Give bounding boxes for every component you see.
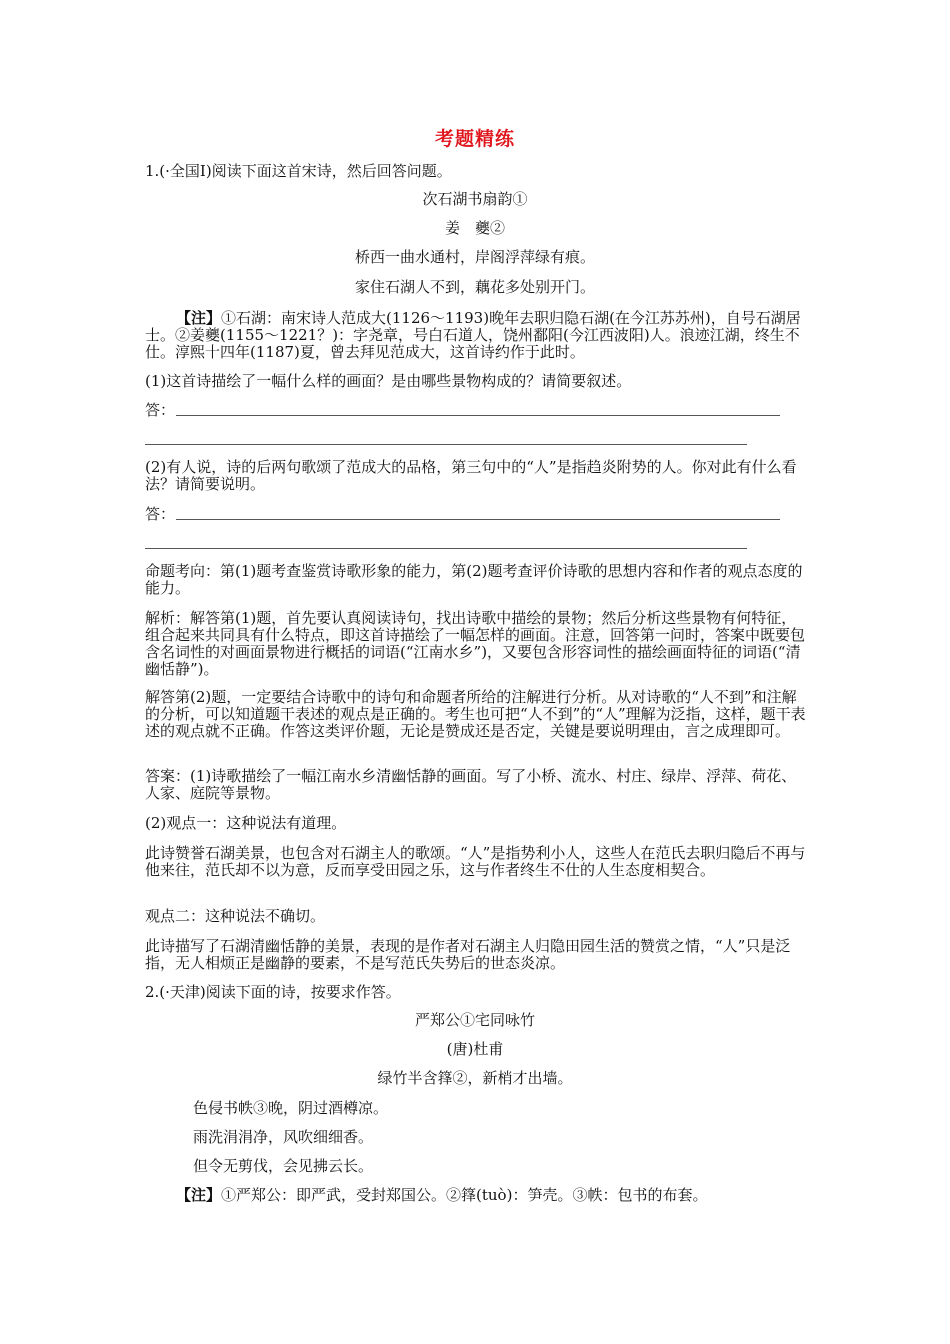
q1-intro: 1.(·全国Ⅰ)阅读下面这首宋诗，然后回答问题。	[145, 162, 452, 180]
q1-analysis-1: 解析：解答第(1)题，首先要认真阅读诗句，找出诗歌中描绘的景物；然后分析这些景物有何特征，组合起来共同具有什么特点，即这首诗描绘了一幅怎样的画面。注意，回答第一问时，答案中既要包含名词性的对画面景物进行概括的词语(“江南水乡”)，又要包含形容词性的描绘画面特征的词语(“清幽恬静”)。	[145, 609, 806, 678]
answer-line[interactable]	[145, 444, 747, 445]
q1-note-tag: 【注】	[176, 309, 222, 327]
q2-poem-line-3: 雨洗涓涓净，风吹细细香。	[193, 1128, 374, 1146]
q2-note	[176, 1187, 707, 1204]
q2-poem-title: 严郑公①宅同咏竹	[414, 1011, 535, 1029]
q2-poem-line-4: 但令无剪伐，会见拂云长。	[193, 1157, 374, 1175]
q1-poem-title: 次石湖书扇韵①	[422, 190, 528, 208]
q1-sub2: (2)有人说，诗的后两句歌颂了范成大的品格，第三句中的“人”是指趋炎附势的人。你对此有什么看法？请简要说明。	[145, 458, 797, 493]
q1-note-text: ①石湖：南宋诗人范成大(1126～1193)晚年去职归隐石湖(在今江苏苏州)，自号石湖居士。②姜夔(1155～1221？)：字尧章，号白石道人，饶州鄱阳(今江西波阳)人。浪迹江湖，终生不仕。淳熙十四年(1187)夏，曾去拜见范成大，这首诗约作于此时。	[145, 309, 801, 361]
q1-view-1: 此诗赞誉石湖美景，也包含对石湖主人的歌颂。“人”是指势利小人，这些人在范氏去职归隐后不再与他来往，范氏却不以为意，反而享受田园之乐，这与作者终生不仕的人生态度相契合。	[145, 844, 806, 879]
answer-line[interactable]	[176, 519, 780, 520]
q1-direction: 命题考向：第(1)题考查鉴赏诗歌形象的能力，第(2)题考查评价诗歌的思想内容和作者的观点态度的能力。	[145, 562, 803, 597]
q1-analysis-2: 解答第(2)题，一定要结合诗歌中的诗句和命题者所给的注解进行分析。从对诗歌的“人不到”和注解的分析，可以知道题干表述的观点是正确的。考生也可把“人不到”的“人”理解为泛指，这样，题干表述的观点就不正确。作答这类评价题，无论是赞成还是否定，关键是要说明理由，言之成理即可。	[145, 688, 806, 740]
q1-answer-1: 答案：(1)诗歌描绘了一幅江南水乡清幽恬静的画面。写了小桥、流水、村庄、绿岸、浮萍、荷花、人家、庭院等景物。	[145, 767, 797, 802]
q2-note-tag: 【注】	[176, 1186, 222, 1204]
q2-poem-author: (唐)杜甫	[446, 1040, 504, 1058]
page-title: 考题精练	[434, 128, 515, 150]
q2-note-text: ①严郑公：即严武，受封郑国公。②箨(tuò)：笋壳。③帙：包书的布套。	[221, 1186, 708, 1204]
q1-view-2: 此诗描写了石湖清幽恬静的美景，表现的是作者对石湖主人归隐田园生活的赞赏之情，“人”只是泛指，无人相烦正是幽静的要素，不是写范氏失势后的世态炎凉。	[145, 937, 791, 972]
q1-view-2-label: 观点二：这种说法不确切。	[145, 907, 326, 925]
q1-sub1: (1)这首诗描绘了一幅什么样的画面？是由哪些景物构成的？请简要叙述。	[145, 372, 632, 390]
q2-intro: 2.(·天津)阅读下面的诗，按要求作答。	[145, 983, 401, 1001]
q1-answer2-label: 答：	[145, 505, 176, 523]
q2-poem-line-2: 色侵书帙③晚，阴过酒樽凉。	[193, 1099, 389, 1117]
q1-poem-line-1: 桥西一曲水通村，岸阁浮萍绿有痕。	[354, 248, 595, 266]
answer-line[interactable]	[145, 548, 747, 549]
q1-poem-line-2: 家住石湖人不到，藕花多处别开门。	[354, 278, 595, 296]
q1-poem-author: 姜 夔②	[444, 219, 505, 237]
q1-answer-2: (2)观点一：这种说法有道理。	[145, 814, 347, 832]
q2-poem-line-1: 绿竹半含箨②，新梢才出墙。	[377, 1069, 573, 1087]
answer-line[interactable]	[176, 415, 780, 416]
q1-answer1-label: 答：	[145, 401, 176, 419]
q1-note	[145, 310, 811, 361]
